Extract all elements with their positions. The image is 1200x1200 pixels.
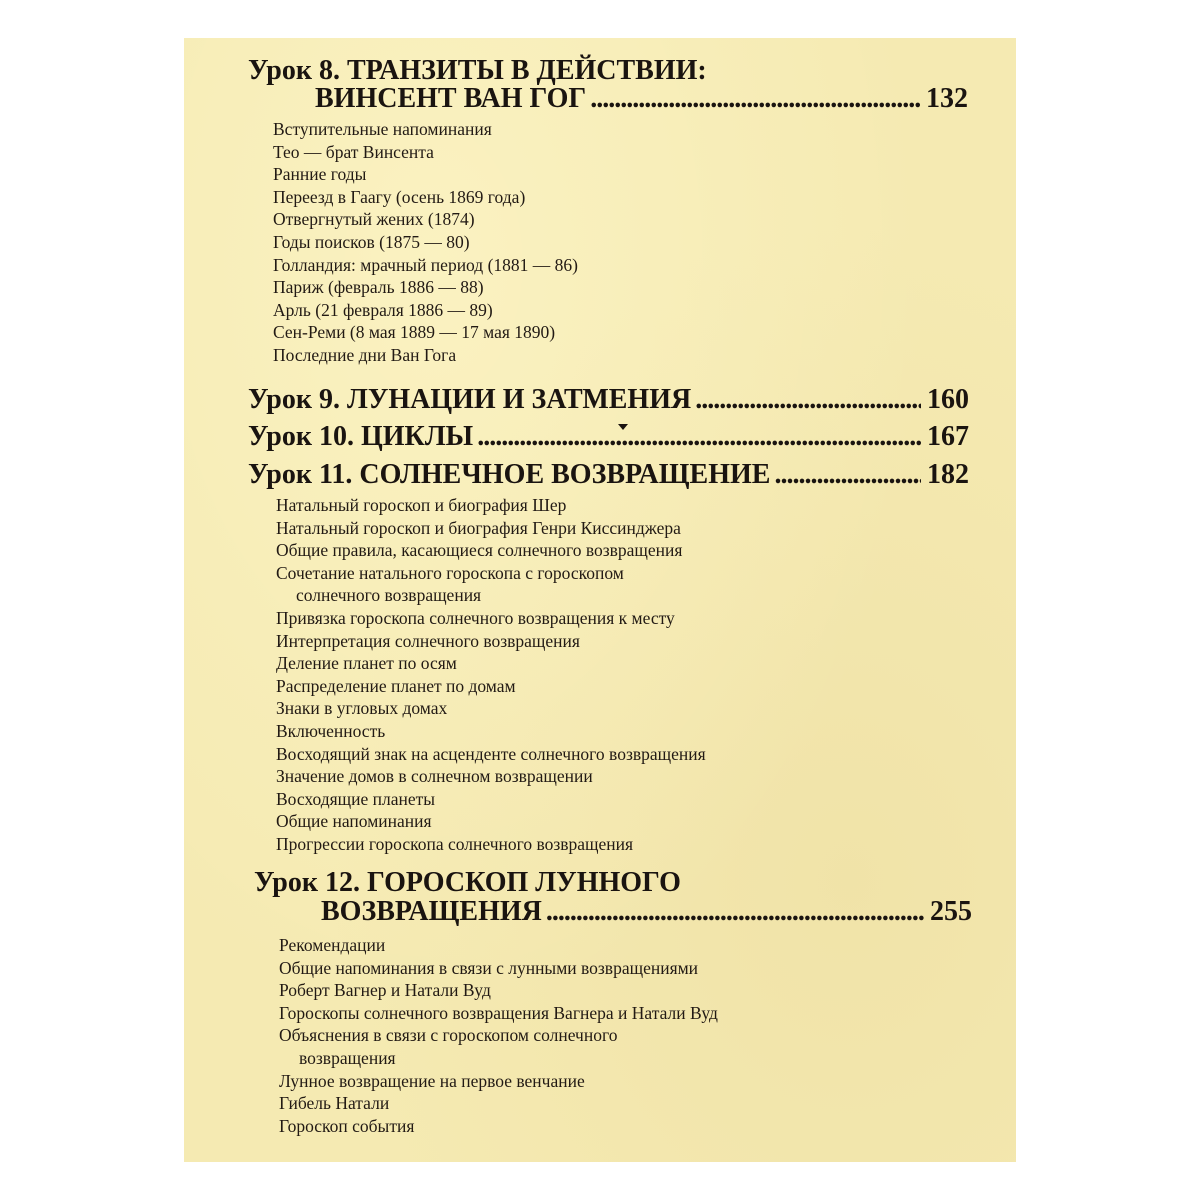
toc-item: Знаки в угловых домах [276,698,448,719]
lesson-11-page: 182 [927,459,969,490]
toc-item: Значение домов в солнечном возвращении [276,766,593,787]
book-page [184,38,1016,1162]
toc-item: Отвергнутый жених (1874) [273,209,475,230]
toc-item: Сен-Реми (8 мая 1889 — 17 мая 1890) [273,322,556,343]
toc-item: Натальный гороскоп и биография Шер [276,495,567,515]
leader-dots [546,898,924,926]
toc-item: Вступительные напоминания [273,119,492,139]
toc-item: Объяснения в связи с гороскопом солнечного [279,1025,618,1046]
leader-dots [477,423,921,451]
lesson-8-title-line1: Урок 8. ТРАНЗИТЫ В ДЕЙСТВИИ: [248,55,707,86]
toc-item: Восходящие планеты [276,788,436,809]
leader-dots [590,85,920,113]
lesson-10-page: 167 [927,421,969,452]
leader-dots [774,461,921,489]
lesson-12-subsections [279,934,718,1137]
toc-item: Прогрессии гороскопа солнечного возвращения [276,833,634,854]
lesson-9-entry [248,386,969,414]
lesson-9-title: Урок 9. ЛУНАЦИИ И ЗАТМЕНИЯ [248,384,692,415]
toc-item: Общие правила, касающиеся солнечного возвращения [276,540,683,561]
toc-item-continuation: солнечного возвращения [296,585,482,606]
toc-item: Голландия: мрачный период (1881 — 86) [273,254,578,275]
toc-item: Восходящий знак на асценденте солнечного возвращения [276,743,706,764]
toc-item: Рекомендации [279,935,386,955]
toc-item: Тео — брат Винсента [273,141,434,162]
toc-item: Общие напоминания в связи с лунными возвращениями [279,957,699,978]
lesson-12-title-line1: Урок 12. ГОРОСКОП ЛУННОГО [254,867,681,898]
toc-item: Переезд в Гаагу (осень 1869 года) [273,186,526,207]
lesson-8-title-line2: ВИНСЕНТ ВАН ГОГ [315,83,587,114]
lesson-8-entry [315,85,968,113]
toc-item-continuation: возвращения [299,1047,396,1068]
toc-item: Деление планет по осям [276,653,457,674]
toc-item: Гибель Натали [279,1093,390,1114]
toc-item: Последние дни Ван Гога [273,344,457,365]
toc-item: Сочетание натального гороскопа с гороскопом [276,562,624,583]
toc-item: Общие напоминания [276,811,432,832]
toc-item: Гороскопы солнечного возвращения Вагнера и Натали Вуд [279,1002,718,1023]
lesson-8-subsections [273,118,578,367]
toc-item: Лунное возвращение на первое венчание [279,1070,585,1091]
toc-item: Интерпретация солнечного возвращения [276,630,580,651]
lesson-12-page: 255 [930,896,972,927]
toc-item: Роберт Вагнер и Натали Вуд [279,980,491,1001]
lesson-12-title-line2: ВОЗВРАЩЕНИЯ [321,896,542,927]
toc-item: Распределение планет по домам [276,675,516,696]
toc-item: Гороскоп события [279,1115,415,1136]
toc-item: Арль (21 февраля 1886 — 89) [273,299,493,320]
lesson-11-subsections [276,494,706,856]
lesson-9-page: 160 [927,384,969,415]
lesson-10-entry [248,423,969,451]
lesson-11-entry [248,461,969,489]
toc-item: Включенность [276,720,386,741]
toc-item: Натальный гороскоп и биография Генри Киссинджера [276,517,681,538]
lesson-8-page: 132 [926,83,968,114]
leader-dots [695,386,921,414]
lesson-11-title: Урок 11. СОЛНЕЧНОЕ ВОЗВРАЩЕНИЕ [248,459,771,490]
toc-item: Годы поисков (1875 — 80) [273,231,470,252]
ink-mark [618,424,628,430]
toc-item: Париж (февраль 1886 — 88) [273,277,484,298]
toc-item: Ранние годы [273,164,367,185]
lesson-12-entry [321,898,972,926]
toc-item: Привязка гороскопа солнечного возвращения к месту [276,607,675,628]
lesson-10-title: Урок 10. ЦИКЛЫ [248,421,474,452]
